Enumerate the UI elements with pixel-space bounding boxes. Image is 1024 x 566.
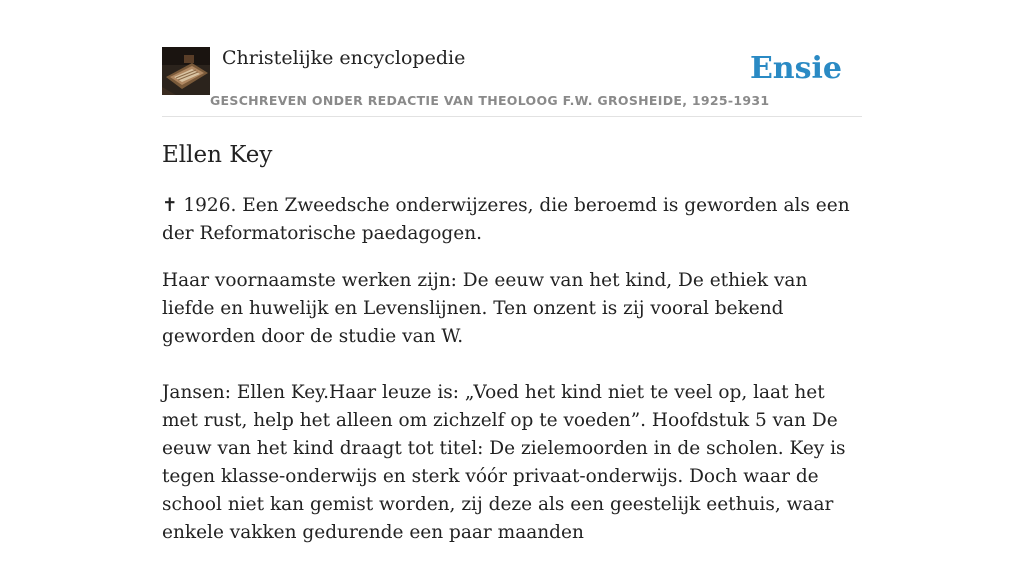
ensie-logo-link[interactable]: Ensie bbox=[749, 51, 842, 86]
article-title: Ellen Key bbox=[162, 142, 273, 168]
article-paragraph: ✝ 1926. Een Zweedsche onderwijzeres, die beroemd is geworden als een der Reformatorische paedagogen. bbox=[162, 195, 850, 244]
book-cover-icon bbox=[162, 47, 210, 95]
article-paragraph: Haar voornaamste werken zijn: De eeuw van het kind, De ethiek van liefde en huwelijk en Levenslijnen. Ten onzent is zij vooral bekend geworden door de studie van W. bbox=[162, 270, 808, 347]
article-body bbox=[162, 192, 862, 566]
book-title[interactable]: Christelijke encyclopedie bbox=[222, 47, 466, 69]
book-avatar[interactable] bbox=[162, 47, 210, 95]
article-paragraph: Jansen: Ellen Key.Haar leuze is: „Voed het kind niet te veel op, laat het met rust, help het alleen om zichzelf op te voeden”. Hoofdstuk 5 van De eeuw van het kind draagt tot titel: De zielemoorden in de scholen. Key is tegen klasse-onderwijs en sterk vóór privaat-onderwijs. Doch waar de school niet kan gemist worden, zij deze als een geestelijk eethuis, waar enkele vakken gedurende een paar maanden bbox=[162, 382, 846, 543]
book-subtitle: GESCHREVEN ONDER REDACTIE VAN THEOLOOG F.W. GROSHEIDE, 1925-1931 bbox=[210, 93, 770, 108]
header bbox=[162, 0, 862, 117]
content-column bbox=[162, 0, 862, 543]
